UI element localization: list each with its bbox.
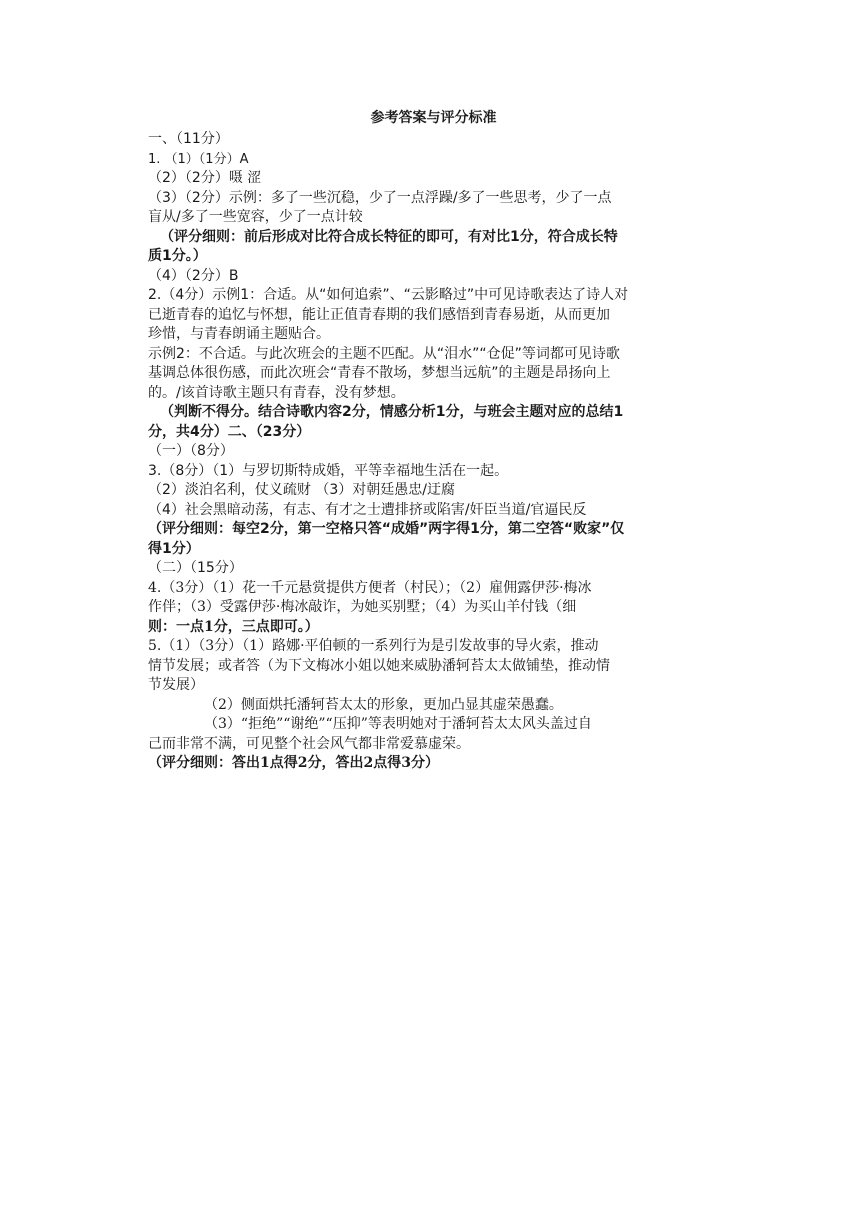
q1-part3-line2: 盲从/多了一些宽容，少了一点计较 [148,209,363,225]
q5-line3: 节发展） [148,677,204,693]
q1-scoring-line2: 质1分。） [148,248,207,264]
q2-line2: 已逝青春的追忆与怀想，能让正值青春期的我们感悟到青春易逝，从而更加 [148,306,610,323]
q2-line3: 珍惜，与青春朗诵主题贴合。 [148,326,330,342]
q2-line4: 示例2：不合适。与此次班会的主题不匹配。从“泪水”“仓促”等词都可见诗歌 [148,345,620,362]
page-title: 参考答案与评分标准 [370,110,497,126]
q5-part3-line2: 己而非常不满，可见整个社会风气都非常爱慕虚荣。 [148,735,470,752]
q2-line5: 基调总体很伤感，而此次班会“青春不散场，梦想当远航”的主题是昂扬向上 [148,365,611,381]
q3-scoring-line2: 得1分） [148,540,200,557]
q3-line1: 3.（8分）（1）与罗切斯特成婚，平等幸福地生活在一起。 [148,462,509,479]
q2-line6: 的。/该首诗歌主题只有青春，没有梦想。 [148,384,405,401]
q5-scoring: （评分细则：答出1点得2分，答出2点得3分） [148,755,439,771]
section-two-part1-heading: （一）（8分） [148,443,234,459]
q5-part2: （2）侧面烘托潘轲苔太太的形象，更加凸显其虚荣愚蠢。 [204,696,563,713]
q3-line2: （2）淡泊名利，仗义疏财 （3）对朝廷愚忠/迂腐 [148,482,455,498]
q4-line1: 4.（3分）（1）花一千元悬赏提供方便者（村民）；（2）雇佣露伊莎·梅冰 [148,579,592,596]
q2-scoring-line1: （判断不得分。结合诗歌内容2分，情感分析1分，与班会主题对应的总结1 [160,404,624,420]
q5-part3-line1: （3）“拒绝”“谢绝”“压抑”等表明她对于潘轲苔太太风头盖过自 [204,716,592,732]
q1-part2: （2）（2分）嗫 涩 [148,170,262,186]
q2-scoring-line2: 分，共4分）二、（23分） [148,423,311,440]
q4-line3: 则：一点1分，三点即可。） [148,618,319,635]
q3-scoring-line1: （评分细则：每空2分，第一空格只答“成婚”两字得1分，第二空答“败家”仅 [148,521,625,537]
q2-line1: 2.（4分）示例1：合适。从“如何追索”、“云影略过”中可见诗歌表达了诗人对 [148,287,629,303]
answer-content [148,130,668,774]
section-one-heading: 一、（11分） [148,131,229,147]
q1-scoring-line1: （评分细则：前后形成对比符合成长特征的即可，有对比1分，符合成长特 [160,228,618,245]
q1-part3-line1: （3）（2分）示例：多了一些沉稳，少了一点浮躁/多了一些思考，少了一点 [148,189,612,206]
q1-part4: （4）（2分）B [148,267,239,284]
q4-line2: 作伴；（3）受露伊莎·梅冰敲诈，为她买别墅；（4）为买山羊付钱（细 [148,599,577,615]
q3-line3: （4）社会黑暗动荡，有志、有才之士遭排挤或陷害/奸臣当道/官逼民反 [148,501,587,518]
section-two-part2-heading: （二）（15分） [148,560,243,576]
q5-line1: 5.（1）（3分）（1）路娜·平伯顿的一系列行为是引发故事的导火索，推动 [148,638,599,654]
q5-line2: 情节发展；或者答（为下文梅冰小姐以她来威胁潘轲苔太太做铺垫，推动情 [148,657,610,674]
q1-part1: 1. （1）（1分）A [148,151,249,167]
